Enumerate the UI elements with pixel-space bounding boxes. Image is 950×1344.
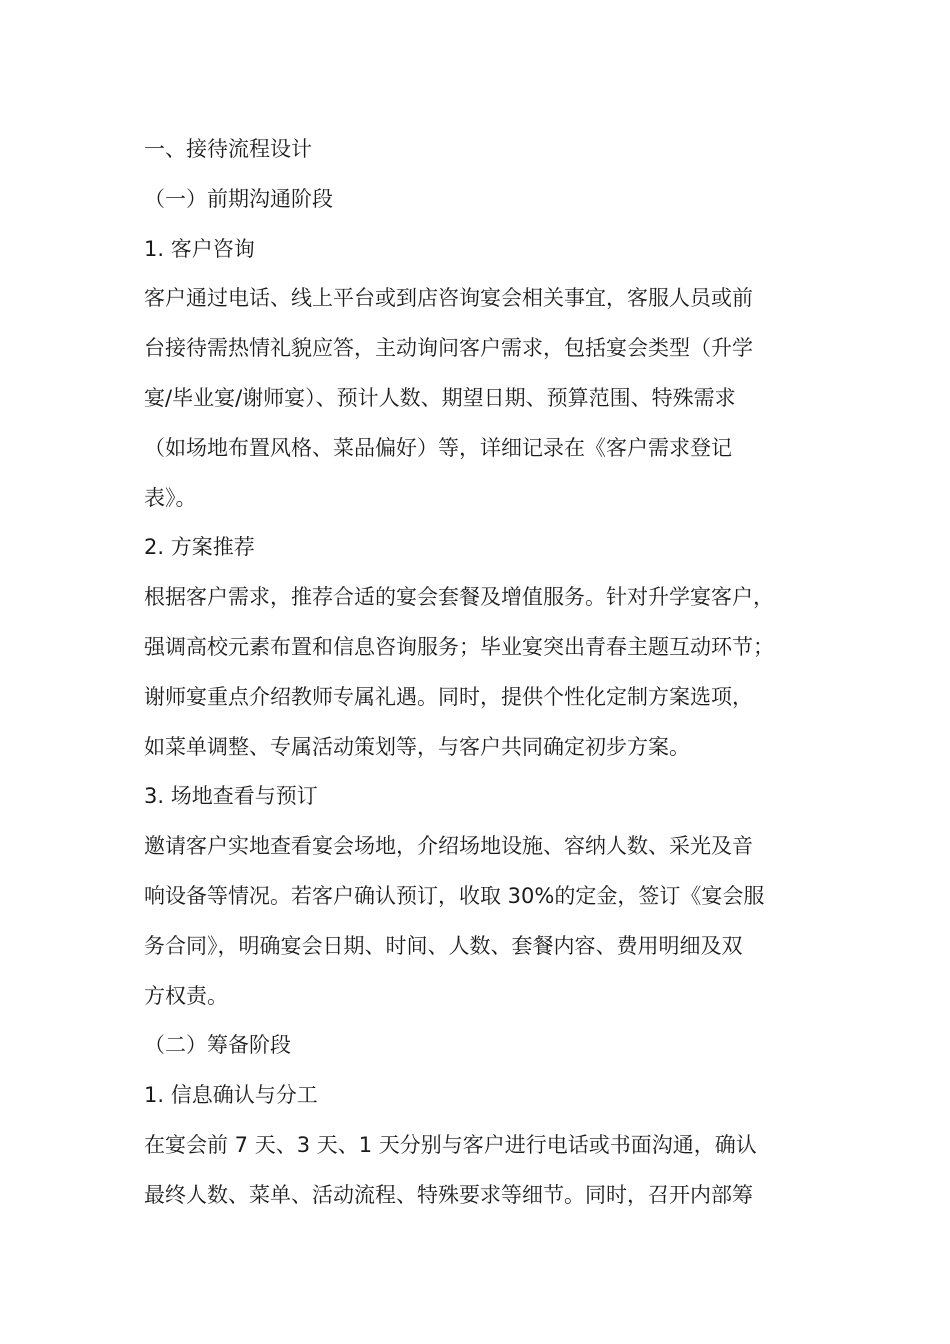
- paragraph-line: 台接待需热情礼貌应答，主动询问客户需求，包括宴会类型（升学: [144, 336, 753, 361]
- document-body: [144, 125, 844, 1221]
- heading-reception-process: 一、接待流程设计: [144, 137, 312, 161]
- paragraph-line: 务合同》，明确宴会日期、时间、人数、套餐内容、费用明细及双: [144, 933, 743, 958]
- paragraph-line: 邀请客户实地查看宴会场地，介绍场地设施、容纳人数、采光及音: [144, 834, 753, 859]
- paragraph-line: 表》。: [144, 485, 197, 510]
- paragraph-line: （如场地布置风格、菜品偏好）等，详细记录在《客户需求登记: [144, 435, 732, 460]
- paragraph-line: 强调高校元素布置和信息咨询服务；毕业宴突出青春主题互动环节；: [144, 634, 774, 659]
- item-title-info-confirmation: 1. 信息确认与分工: [144, 1083, 318, 1108]
- paragraph-line: 根据客户需求，推荐合适的宴会套餐及增值服务。针对升学宴客户，: [144, 585, 774, 610]
- paragraph-line: 宴/毕业宴/谢师宴）、预计人数、期望日期、预算范围、特殊需求: [144, 385, 736, 410]
- paragraph-line: 谢师宴重点介绍教师专属礼遇。同时，提供个性化定制方案选项，: [144, 684, 753, 709]
- item-title-customer-inquiry: 1. 客户咨询: [144, 236, 255, 261]
- paragraph-line: 最终人数、菜单、活动流程、特殊要求等细节。同时，召开内部筹: [144, 1182, 753, 1207]
- paragraph-line: 客户通过电话、线上平台或到店咨询宴会相关事宜，客服人员或前: [144, 286, 753, 311]
- section-preparation: （二）筹备阶段: [144, 1033, 291, 1058]
- paragraph-line: 方权责。: [144, 983, 228, 1008]
- paragraph-line: 如菜单调整、专属活动策划等，与客户共同确定初步方案。: [144, 734, 690, 759]
- paragraph-line: 在宴会前 7 天、3 天、1 天分别与客户进行电话或书面沟通，确认: [144, 1132, 757, 1157]
- paragraph-line: 响设备等情况。若客户确认预订，收取 30%的定金，签订《宴会服: [144, 883, 765, 908]
- item-title-venue-booking: 3. 场地查看与预订: [144, 784, 318, 809]
- item-title-plan-recommendation: 2. 方案推荐: [144, 535, 255, 560]
- section-early-communication: （一）前期沟通阶段: [144, 186, 333, 211]
